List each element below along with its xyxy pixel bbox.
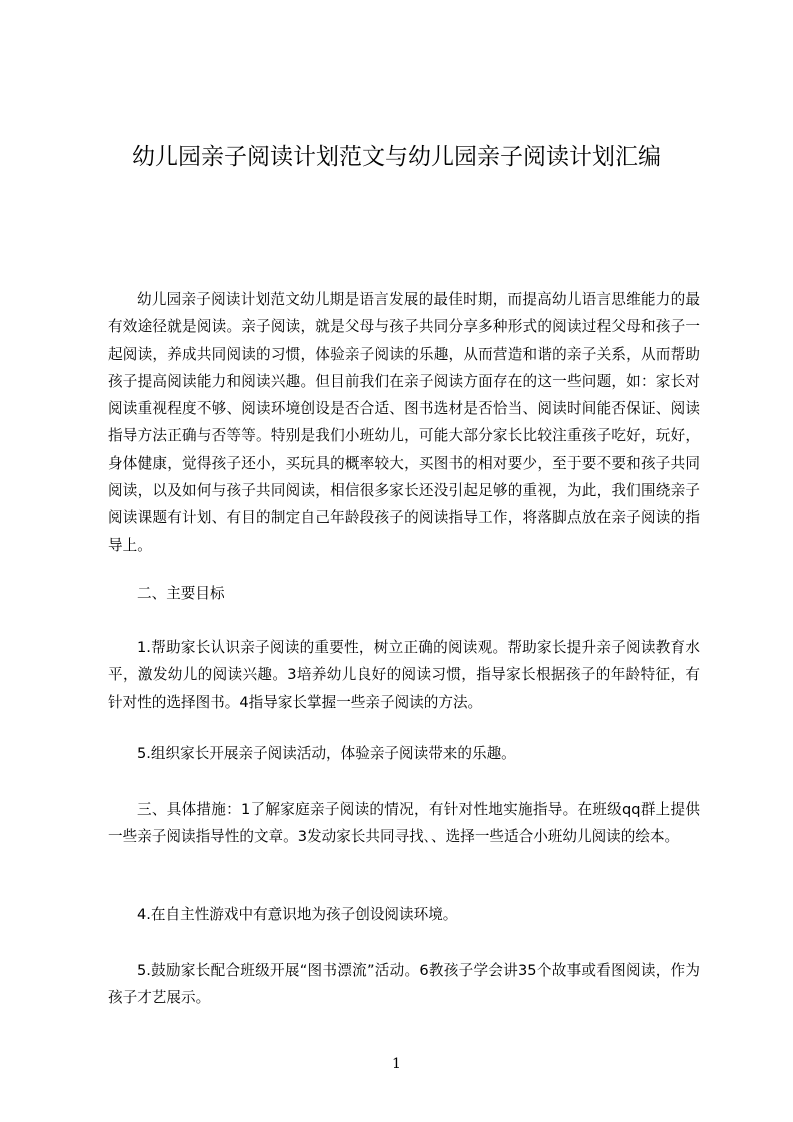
- measures-paragraph: 三、具体措施：1了解家庭亲子阅读的情况，有针对性地实施指导。在班级qq群上提供一些亲子阅读指导性的文章。3发动家长共同寻找､、选择一些适合小班幼儿阅读的绘本。: [108, 801, 700, 846]
- intro-paragraph: 幼儿园亲子阅读计划范文幼儿期是语言发展的最佳时期，而提高幼儿语言思维能力的最有效途径就是阅读。亲子阅读，就是父母与孩子共同分享多种形式的阅读过程父母和孩子一起阅读，养成共同阅读的习惯，体验亲子阅读的乐趣，从而营造和谐的亲子关系，从而帮助孩子提高阅读能力和阅读兴趣。但目前我们在亲子阅读方面存在的这一些问题，如：家长对阅读重视程度不够、阅读环境创设是否合适、图书选材是否恰当、阅读时间能否保证、阅读指导方法正确与否等等。特别是我们小班幼儿，可能大部分家长比较注重孩子吃好，玩好，身体健康，觉得孩子还小，买玩具的概率较大，买图书的相对要少，至于要不要和孩子共同阅读，以及如何与孩子共同阅读，相信很多家长还没引起足够的重视，为此，我们围绕亲子阅读课题有计划、有目的制定自己年龄段孩子的阅读指导工作，将落脚点放在亲子阅读的指导上。: [108, 291, 700, 554]
- goals-paragraph: 1.帮助家长认识亲子阅读的重要性，树立正确的阅读观。帮助家长提升亲子阅读教育水平，激发幼儿的阅读兴趣。3培养幼儿良好的阅读习惯，指导家长根据孩子的年龄特征，有针对性的选择图书。4指导家长掌握一些亲子阅读的方法。: [108, 639, 700, 711]
- section-heading-goals: 二、主要目标: [137, 585, 225, 602]
- measure-4-paragraph: 4.在自主性游戏中有意识地为孩子创设阅读环境。: [137, 906, 458, 923]
- goal-5-paragraph: 5.组织家长开展亲子阅读活动，体验亲子阅读带来的乐趣。: [137, 745, 516, 762]
- measure-5-paragraph: 5.鼓励家长配合班级开展“图书漂流”活动。6教孩子学会讲35个故事或看图阅读，作为孩子才艺展示。: [108, 962, 700, 1007]
- document-title: 幼儿园亲子阅读计划范文与幼儿园亲子阅读计划汇编: [132, 144, 661, 170]
- page-number: 1: [392, 1056, 401, 1072]
